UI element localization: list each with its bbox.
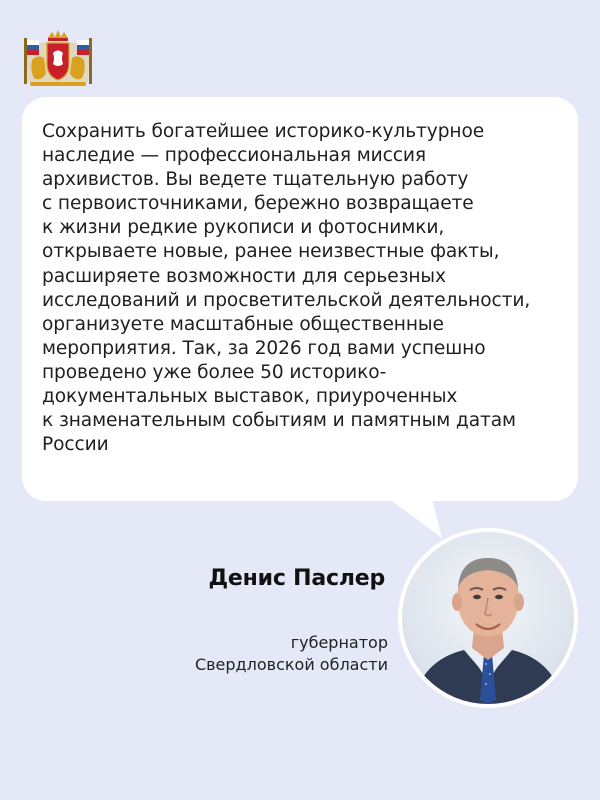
speech-bubble-tail — [388, 498, 448, 542]
author-name: Денис Паслер — [208, 566, 385, 591]
quote-text: Сохранить богатейшее историко-культурное наследие — профессиональная миссия архивистов. Вы ведете тщательную работу с первоисточниками, бережно возвращаете к жизни редкие рукописи и фотоснимки, открываете новые, ранее неизвестные факты, расширяете возможности для серьезных исследований и просветительской деятельности, организуете масштабные общественные мероприятия. Так, за 2026 год вами успешно проведено уже более 50 историко- документальных выставок, приуроченных к знаменательным событиям и памятным датам России — [42, 121, 531, 456]
author-role: губернатор Свердловской области — [194, 633, 388, 674]
avatar — [398, 528, 578, 708]
portrait-photo — [402, 532, 574, 704]
coat-of-arms-icon — [18, 28, 98, 90]
